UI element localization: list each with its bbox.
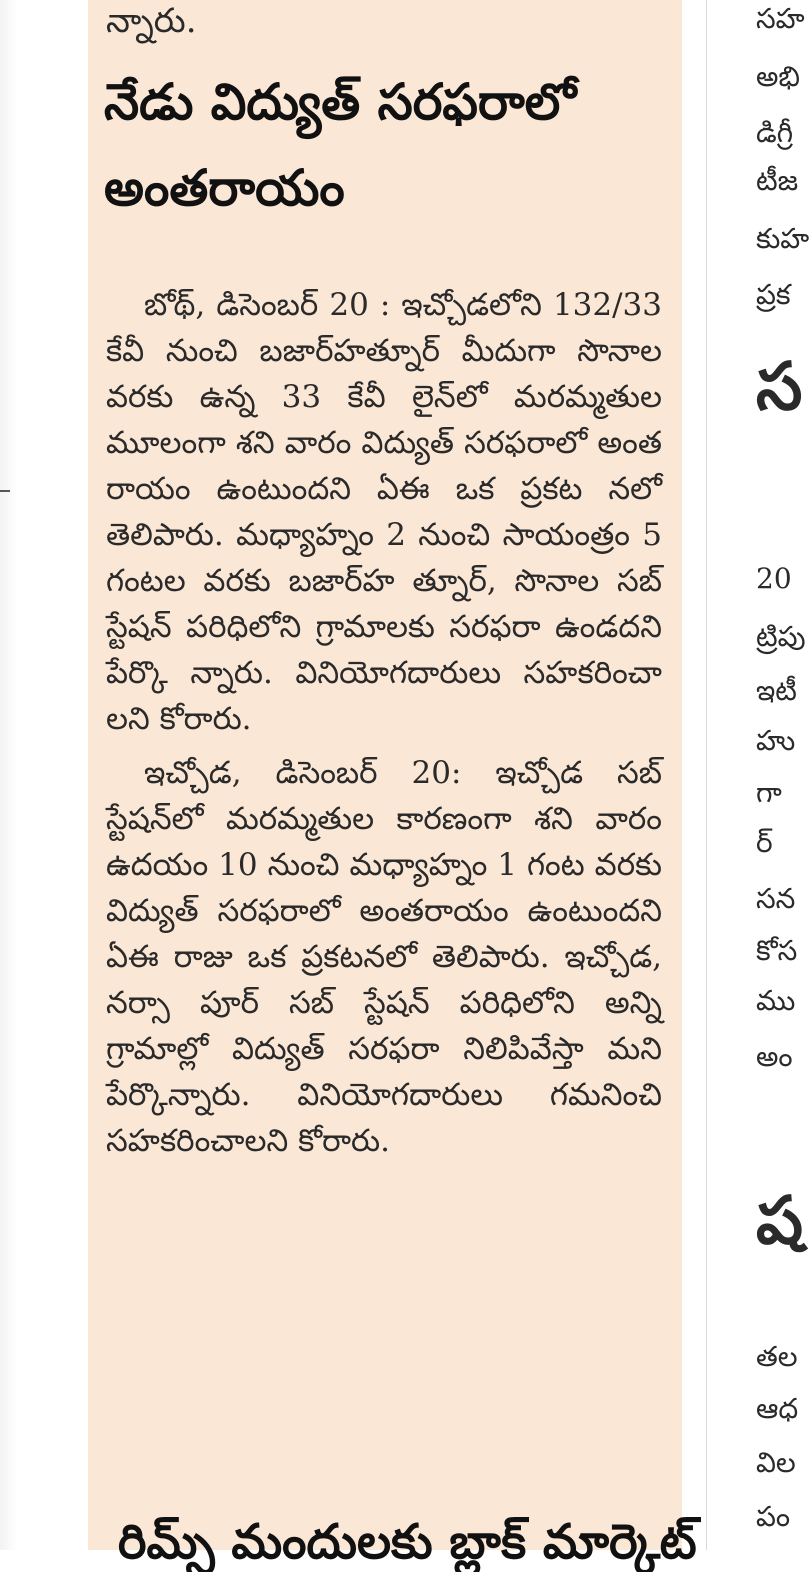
right-column-text: పం [756, 1500, 791, 1533]
right-column-text: ఆధ [756, 1392, 799, 1425]
article-paragraph-2: ఇచ్చోడ, డిసెంబర్ 20: ఇచ్చోడ సబ్ స్టేషన్‌లో మరమ్మతుల కారణంగా శని వారం ఉదయం 10 నుంచి మధ్యాహ్నం 1 గంట వరకు విద్యుత్ సరఫరాలో అంతరాయం ఉంటుందని ఏఈ రాజు ఒక ప్రకటనలో తెలిపారు. ఇచ్చోడ, నర్సా పూర్ సబ్ స్టేషన్ పరిధిలోని అన్ని గ్రామాల్లో విద్యుత్ సరఫరా నిలిపివేస్తా మని పేర్కొన్నారు. వినియోగదారులు గమనించి సహకరించాలని కోరారు. [106, 755, 662, 1159]
article-headline-line2: అంతరాయం [104, 159, 345, 217]
left-page-margin [0, 0, 18, 1550]
news-column [88, 0, 697, 1570]
right-column-text: డిగ్రీ [756, 116, 794, 149]
article-body [106, 282, 662, 1164]
right-column-text: విల [756, 1446, 796, 1479]
right-column-text: ము [756, 984, 796, 1017]
right-column-headline: ష [756, 1182, 804, 1259]
right-column-text: సన [756, 882, 796, 915]
article-paragraph-1: బోథ్, డిసెంబర్ 20 : ఇచ్చోడలోని 132/33 కేవీ నుంచి బజార్‌హత్నూర్ మీదుగా సొనాల వరకు ఉన్న 33 కేవీ లైన్‌లో మరమ్మతుల మూలంగా శని వారం విద్యుత్ సరఫరాలో అంత రాయం ఉంటుందని ఏఈ ఒక ప్రకట నలో తెలిపారు. మధ్యాహ్నం 2 నుంచి సాయంత్రం 5 గంటల వరకు బజార్‌హ త్నూర్, సొనాల సబ్ స్టేషన్ పరిధిలోని గ్రామాలకు సరఫరా ఉండదని పేర్కొ న్నారు. వినియోగదారులు సహకరించా లని కోరారు. [106, 287, 662, 737]
right-column-headline: స [756, 348, 803, 425]
right-column-text: అం [756, 1040, 793, 1073]
right-column-text: 20 [756, 562, 792, 595]
next-article-headline: రిమ్స్ మందులకు బ్లాక్ మార్కెట్ [118, 1514, 697, 1570]
right-column-text: కోస [756, 934, 798, 967]
right-column-text: హు [756, 724, 796, 757]
right-column-text: గా [756, 776, 782, 809]
right-column-text: తల [756, 1340, 798, 1373]
right-column-text: ప్రక [756, 278, 791, 311]
right-column-text: ర్ [756, 826, 773, 859]
article-headline-line1: నేడు విద్యుత్ సరఫరాలో [104, 73, 577, 131]
right-column-text: కుహ [756, 222, 809, 255]
right-column-text: టీజ [756, 164, 799, 197]
right-column-text: అభి [756, 60, 800, 93]
right-column-fragment [756, 0, 809, 1550]
right-column-text: సహ [756, 2, 805, 35]
column-divider [706, 0, 707, 1550]
right-column-text: ట్రిపు [756, 620, 806, 653]
right-column-text: ఇటీ [756, 674, 797, 707]
previous-article-tail: న్నారు. [106, 1, 197, 41]
margin-mark [0, 490, 10, 492]
